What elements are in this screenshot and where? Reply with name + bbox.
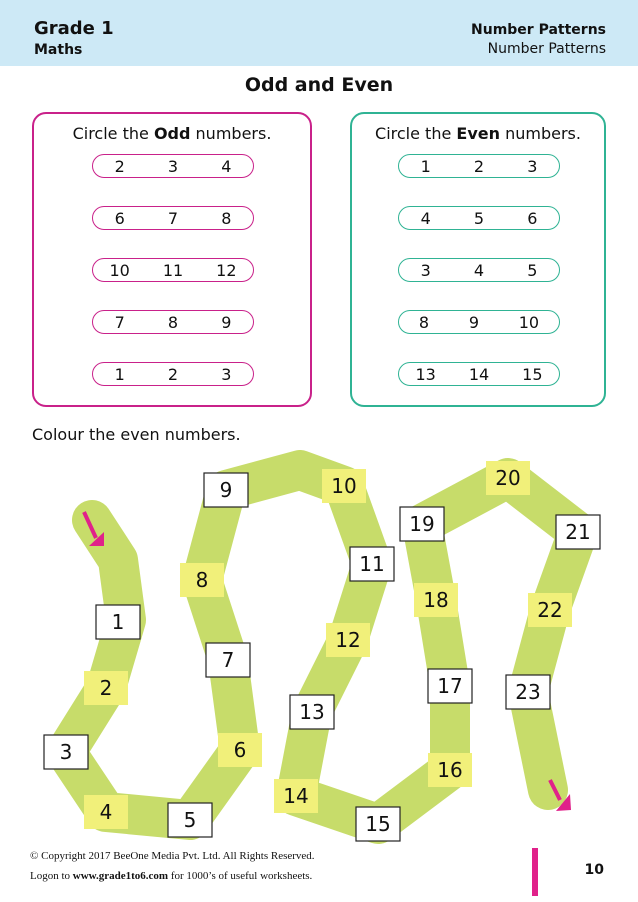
path-tile-number: 3 bbox=[59, 740, 73, 764]
even-row[interactable]: 1 2 3 bbox=[398, 154, 560, 178]
path-tile[interactable] bbox=[400, 507, 444, 541]
path-tile[interactable] bbox=[556, 515, 600, 549]
path-tile[interactable] bbox=[428, 669, 472, 703]
path-tile-number: 23 bbox=[515, 680, 541, 704]
site-link[interactable]: www.grade1to6.com bbox=[72, 870, 169, 882]
worksheet-title: Odd and Even bbox=[244, 74, 394, 96]
path-tile-number: 18 bbox=[423, 588, 449, 612]
path-tile[interactable] bbox=[96, 605, 140, 639]
path-tile[interactable] bbox=[326, 623, 370, 657]
path-tile-number: 11 bbox=[359, 552, 385, 576]
path-tile-number: 14 bbox=[283, 784, 309, 808]
path-tile-number: 20 bbox=[495, 466, 521, 490]
odd-row[interactable]: 1 2 3 bbox=[92, 362, 254, 386]
path-tile[interactable] bbox=[44, 735, 88, 769]
path-tile-number: 1 bbox=[111, 610, 125, 634]
path-tile[interactable] bbox=[356, 807, 400, 841]
path-tile-number: 16 bbox=[437, 758, 463, 782]
path-tile-number: 8 bbox=[195, 568, 209, 592]
path-tile[interactable] bbox=[168, 803, 212, 837]
path-tile-number: 7 bbox=[221, 648, 235, 672]
odd-row[interactable]: 7 8 9 bbox=[92, 310, 254, 334]
path-tile[interactable] bbox=[84, 671, 128, 705]
path-tile-number: 21 bbox=[565, 520, 591, 544]
path-band bbox=[66, 470, 578, 824]
page-header bbox=[0, 0, 638, 66]
odd-row[interactable]: 10 11 12 bbox=[92, 258, 254, 282]
topic-title: Number Patterns bbox=[471, 22, 606, 38]
path-tile-number: 22 bbox=[537, 598, 563, 622]
path-tile[interactable] bbox=[206, 643, 250, 677]
path-tile[interactable] bbox=[274, 779, 318, 813]
path-tile[interactable] bbox=[322, 469, 366, 503]
even-numbers-panel bbox=[350, 112, 606, 407]
number-path bbox=[0, 450, 638, 850]
page-number: 10 bbox=[584, 862, 604, 878]
path-tile[interactable] bbox=[506, 675, 550, 709]
odd-row[interactable]: 6 7 8 bbox=[92, 206, 254, 230]
odd-instruction: Circle the Odd numbers. bbox=[72, 124, 272, 143]
path-tile[interactable] bbox=[290, 695, 334, 729]
path-tile-number: 13 bbox=[299, 700, 325, 724]
topic-subtitle: Number Patterns bbox=[487, 41, 606, 57]
site-strip bbox=[532, 848, 538, 896]
path-tile[interactable] bbox=[180, 563, 224, 597]
even-instruction: Circle the Even numbers. bbox=[375, 124, 581, 143]
path-tile[interactable] bbox=[486, 461, 530, 495]
path-tile[interactable] bbox=[204, 473, 248, 507]
logon-text: Logon to www.grade1to6.com for 1000’s of useful worksheets. bbox=[30, 870, 313, 882]
path-tile-number: 9 bbox=[219, 478, 233, 502]
path-tile-number: 2 bbox=[99, 676, 113, 700]
odd-row[interactable]: 2 3 4 bbox=[92, 154, 254, 178]
path-tile[interactable] bbox=[84, 795, 128, 829]
grade-label: Grade 1 bbox=[34, 18, 114, 39]
even-row[interactable]: 3 4 5 bbox=[398, 258, 560, 282]
path-tile-number: 10 bbox=[331, 474, 357, 498]
path-tile-number: 19 bbox=[409, 512, 435, 536]
path-tile-number: 4 bbox=[99, 800, 113, 824]
path-tiles-layer bbox=[44, 461, 600, 841]
path-tile-number: 15 bbox=[365, 812, 391, 836]
even-row[interactable]: 13 14 15 bbox=[398, 362, 560, 386]
path-tile-number: 17 bbox=[437, 674, 463, 698]
path-tile-number: 12 bbox=[335, 628, 361, 652]
path-tile[interactable] bbox=[350, 547, 394, 581]
colour-instruction: Colour the even numbers. bbox=[32, 425, 241, 444]
path-tile[interactable] bbox=[428, 753, 472, 787]
path-tile[interactable] bbox=[218, 733, 262, 767]
path-tile[interactable] bbox=[528, 593, 572, 627]
copyright-text: © Copyright 2017 BeeOne Media Pvt. Ltd. All Rights Reserved. bbox=[30, 850, 315, 862]
odd-numbers-panel bbox=[32, 112, 312, 407]
path-tile-number: 6 bbox=[233, 738, 247, 762]
path-tile-number: 5 bbox=[183, 808, 197, 832]
path-tile[interactable] bbox=[414, 583, 458, 617]
subject-label: Maths bbox=[34, 42, 83, 58]
even-row[interactable]: 4 5 6 bbox=[398, 206, 560, 230]
even-row[interactable]: 8 9 10 bbox=[398, 310, 560, 334]
